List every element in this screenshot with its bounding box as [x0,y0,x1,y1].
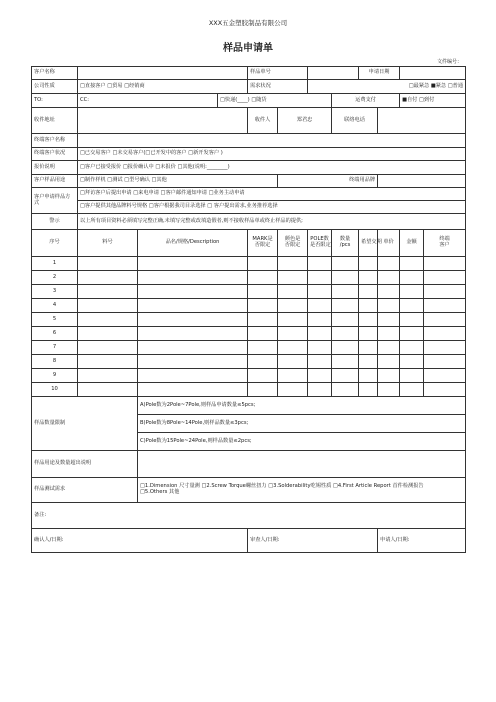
item-cell[interactable] [359,257,378,271]
doc-number-label: 文件编号： [436,59,462,65]
item-cell[interactable] [424,383,466,397]
col-mark-l1: MARK是 [252,236,273,243]
item-cell[interactable] [424,369,466,383]
item-cell[interactable] [308,299,332,313]
apply-date-field[interactable] [400,67,466,80]
form-title: 样品申请单 [223,43,273,54]
item-cell[interactable] [400,369,424,383]
table-row [32,271,466,285]
row-end-customer-status [32,148,466,161]
test-options-line1[interactable]: □1.Dimension 尺寸量测 □2.Screw Torque螺丝扭力 □3.Solderability吃锡性质 □4.First Article Report 首件检测报告 [140,483,424,490]
test-options[interactable] [138,478,466,503]
item-cell[interactable] [400,327,424,341]
item-cell[interactable] [78,355,138,369]
qty-limit-a: A)Pole数为2Pole~7Pole,则样品申请数量≤5pcs; [138,397,466,415]
row-number: 5 [32,313,78,327]
item-cell[interactable] [138,299,248,313]
col-end [424,230,466,257]
col-mark-l2: 否限定 [254,242,271,248]
customer-name-field[interactable] [78,67,248,80]
item-cell[interactable] [378,383,400,397]
col-qty [332,230,359,257]
item-cell[interactable] [332,299,359,313]
row-number: 4 [32,299,78,313]
item-cell[interactable] [248,327,278,341]
item-cell[interactable] [308,369,332,383]
item-cell[interactable] [400,271,424,285]
item-cell[interactable] [308,355,332,369]
quote-options[interactable]: □客户已接受报价 □报价确认中 □未报价 □其他(说明:________) [78,161,466,175]
item-cell[interactable] [248,299,278,313]
item-cell[interactable] [424,355,466,369]
item-cell[interactable] [308,383,332,397]
to-label: TO: [32,94,78,108]
col-no: 序号 [32,230,78,257]
item-cell[interactable] [359,383,378,397]
item-cell[interactable] [359,285,378,299]
item-cell[interactable] [332,327,359,341]
item-cell[interactable] [378,327,400,341]
item-cell[interactable] [359,313,378,327]
exceed-label: 样品用途及数量超出说明 [32,451,138,478]
item-cell[interactable] [359,327,378,341]
row-test [32,478,466,503]
test-label: 样品测试需求 [32,478,138,503]
company-type-options[interactable]: □直接客户 □贸易 □经销商 [78,80,248,94]
row-number: 2 [32,271,78,285]
row-address [32,108,466,134]
table-row [32,299,466,313]
col-pole [308,230,332,257]
item-cell[interactable] [308,271,332,285]
item-cell[interactable] [332,271,359,285]
item-cell[interactable] [359,341,378,355]
item-cell[interactable] [278,285,308,299]
row-remarks [32,503,466,529]
item-cell[interactable] [278,355,308,369]
item-cell[interactable] [278,257,308,271]
item-cell[interactable] [138,369,248,383]
demand-label: 需求状况 [248,80,308,94]
row-method-1 [32,188,466,201]
item-cell[interactable] [78,299,138,313]
item-cell[interactable] [400,355,424,369]
item-cell[interactable] [378,299,400,313]
table-row [32,313,466,327]
item-cell[interactable] [400,313,424,327]
address-label: 收件地址 [32,108,78,134]
item-cell[interactable] [78,327,138,341]
qty-limit-b: B)Pole数为8Pole~14Pole,则样品数量≤3pcs; [138,415,466,433]
item-cell[interactable] [359,271,378,285]
item-cell[interactable] [332,355,359,369]
col-pole-l1: POLE数 [310,236,329,243]
end-customer-status-options[interactable]: □已交易客户 □未交易客户(□已开发中的客户 □新开发客户 ) [78,148,466,161]
method-options-2[interactable]: □客户提供其他品牌料号规格 □客户根据我司目录选择 □ 客户提出需求,业务推荐选择 [78,201,466,214]
col-color-l1: 颜色是 [284,236,301,243]
end-brand-label: 终端用品牌 [278,175,378,188]
table-row [32,341,466,355]
item-cell[interactable] [332,383,359,397]
item-cell[interactable] [278,313,308,327]
item-cell[interactable] [400,299,424,313]
col-qty-l2: /pcs [339,242,351,248]
purpose-label: 客户样品用途 [32,175,78,188]
item-cell[interactable] [400,383,424,397]
method-label: 客户申请样品方式 [32,188,78,214]
col-qty-l1: 数量 [339,236,351,243]
col-mark [248,230,278,257]
row-number: 1 [32,257,78,271]
test-options-line2[interactable]: □5.Others 其他 [140,489,180,495]
item-cell[interactable] [248,257,278,271]
method-options-1[interactable]: □拜访客户后提出申请 □来电申请 □客户邮件通知申请 □业务主动申请 [78,188,466,201]
row-end-customer [32,134,466,148]
company-name: XXX五金塑胶制品有限公司 [208,19,288,27]
customer-name-label: 客户名称 [32,67,78,80]
col-spec: 品名/规格/Description [138,230,248,257]
item-cell[interactable] [138,271,248,285]
item-cell[interactable] [248,285,278,299]
phone-field[interactable] [378,108,466,134]
item-cell[interactable] [424,257,466,271]
row-customer [32,67,466,80]
item-cell[interactable] [378,271,400,285]
row-quote [32,161,466,175]
item-cell[interactable] [278,271,308,285]
item-cell[interactable] [78,271,138,285]
item-cell[interactable] [378,355,400,369]
row-exceed [32,451,466,478]
item-cell[interactable] [308,313,332,327]
item-cell[interactable] [378,341,400,355]
item-cell[interactable] [378,313,400,327]
table-row [32,285,466,299]
col-color [278,230,308,257]
applicant-label: 申请人/日期: [378,529,466,553]
item-cell[interactable] [248,369,278,383]
col-date: 希望交期 [359,230,378,257]
item-cell[interactable] [138,355,248,369]
freight-options[interactable]: ■自付 □到付 [400,94,466,108]
item-cell[interactable] [278,383,308,397]
qty-limit-label: 样品数量限制 [32,397,138,451]
table-row [32,383,466,397]
item-cell[interactable] [138,383,248,397]
item-cell[interactable] [424,341,466,355]
row-purpose [32,175,466,188]
item-cell[interactable] [332,341,359,355]
item-cell[interactable] [308,285,332,299]
confirm-label: 确认人/日期: [32,529,248,553]
item-cell[interactable] [138,285,248,299]
table-row [32,327,466,341]
delivery-options[interactable]: □快递(____) □随货 [218,94,332,108]
col-color-l2: 否限定 [284,242,301,248]
row-number: 6 [32,327,78,341]
address-field[interactable] [78,108,248,134]
exceed-field[interactable] [138,451,466,478]
cc-label[interactable]: CC: [78,94,218,108]
item-cell[interactable] [332,257,359,271]
item-cell[interactable] [278,341,308,355]
row-method-2 [32,201,466,214]
qty-limit-c: C)Pole数为15Pole~24Pole,则样品数量≤2pcs; [138,433,466,451]
row-to-cc [32,94,466,108]
item-cell[interactable] [248,355,278,369]
end-customer-label: 终端客户名称 [32,134,78,148]
warning-label: 警示 [32,214,78,230]
item-cell[interactable] [248,383,278,397]
item-cell[interactable] [424,271,466,285]
col-end-l2: 客户 [439,242,450,248]
sample-no-field[interactable] [308,67,359,80]
table-row [32,369,466,383]
item-cell[interactable] [424,299,466,313]
col-amount: 金额 [400,230,424,257]
item-cell[interactable] [378,369,400,383]
end-customer-field[interactable] [78,134,466,148]
purpose-options[interactable]: □制作样机 □测试 □型号确认 □其他 [78,175,278,188]
row-number: 9 [32,369,78,383]
sample-no-label: 样品单号 [248,67,308,80]
warning-text: 以上所有项目资料必须填写完整正确,未填写完整或改填造假者,则不接收样品单或终止样品的提供; [78,214,466,230]
col-pole-l2: 是否限定 [310,242,331,248]
review-label: 审查人/日期: [248,529,378,553]
apply-date-label: 申请日期 [359,67,400,80]
item-cell[interactable] [78,257,138,271]
row-number: 7 [32,341,78,355]
items-header-row [32,230,466,257]
freight-label: 运费支付 [332,94,400,108]
table-row [32,257,466,271]
item-cell[interactable] [332,369,359,383]
item-cell[interactable] [78,285,138,299]
sample-request-form [31,66,466,553]
col-unit: 单价 [378,230,400,257]
item-cell[interactable] [248,341,278,355]
item-cell[interactable] [248,313,278,327]
row-number: 8 [32,355,78,369]
item-cell[interactable] [278,299,308,313]
item-cell[interactable] [138,341,248,355]
item-cell[interactable] [248,271,278,285]
row-warning [32,214,466,230]
item-cell[interactable] [400,285,424,299]
row-number: 10 [32,383,78,397]
item-cell[interactable] [78,383,138,397]
item-cell[interactable] [424,327,466,341]
item-cell[interactable] [138,257,248,271]
item-cell[interactable] [78,341,138,355]
item-cell[interactable] [308,341,332,355]
item-cell[interactable] [278,327,308,341]
item-cell[interactable] [308,327,332,341]
item-cell[interactable] [138,327,248,341]
item-cell[interactable] [424,313,466,327]
item-cell[interactable] [78,313,138,327]
phone-label: 联络电话 [332,108,378,134]
item-cell[interactable] [378,257,400,271]
recipient-value[interactable]: 郑君忠 [278,108,332,134]
item-cell[interactable] [332,285,359,299]
end-brand-field[interactable] [378,175,466,188]
row-qty-limit-a [32,397,466,415]
company-type-label: 公司性质 [32,80,78,94]
item-cell[interactable] [400,257,424,271]
row-company-type [32,80,466,94]
item-cell[interactable] [308,257,332,271]
remarks-label: 备注: [32,503,466,529]
item-cell[interactable] [424,285,466,299]
item-cell[interactable] [359,355,378,369]
recipient-label: 收件人 [248,108,278,134]
row-signatures [32,529,466,553]
item-cell[interactable] [400,341,424,355]
item-cell[interactable] [138,313,248,327]
item-cell[interactable] [332,313,359,327]
item-cell[interactable] [359,369,378,383]
table-row [32,355,466,369]
row-number: 3 [32,285,78,299]
item-cell[interactable] [378,285,400,299]
quote-label: 报价说明 [32,161,78,175]
demand-options[interactable]: □最紧急 ■紧急 □普通 [308,80,466,94]
item-cell[interactable] [78,369,138,383]
item-cell[interactable] [359,299,378,313]
item-cell[interactable] [278,369,308,383]
col-end-l1: 终端 [439,236,450,243]
end-customer-status-label: 终端客户状况 [32,148,78,161]
col-part-no: 料号 [78,230,138,257]
